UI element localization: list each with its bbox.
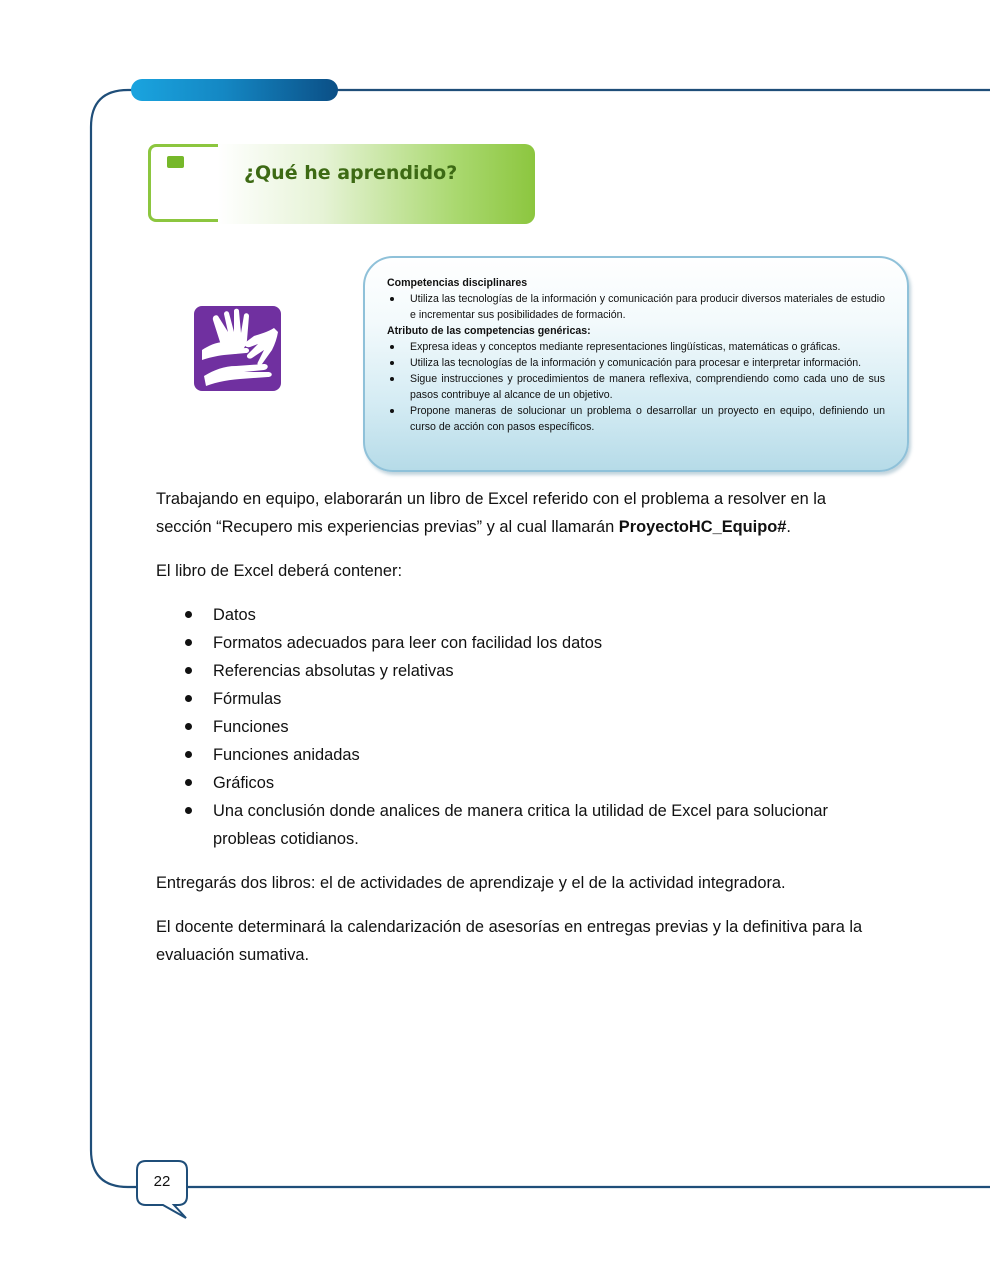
list-item: Funciones anidadas	[156, 741, 886, 769]
section-title-box	[148, 144, 535, 224]
list-item: Sigue instrucciones y procedimientos de manera reflexiva, comprendiendo como cada uno de sus pasos contribuye al alcance de un objetivo.	[387, 371, 885, 403]
project-name: ProyectoHC_Equipo#	[618, 518, 787, 536]
body-content	[156, 485, 886, 985]
list-item: Fórmulas	[156, 685, 886, 713]
list-item: Referencias absolutas y relativas	[156, 657, 886, 685]
competencias-disciplinares-heading: Competencias disciplinares	[387, 277, 528, 289]
list-intro: El libro de Excel deberá contener:	[156, 562, 403, 580]
header-tab-bar	[131, 79, 338, 101]
section-title: ¿Qué he aprendido?	[244, 162, 458, 184]
list-item: Expresa ideas y conceptos mediante representaciones lingüísticas, matemáticas o gráficas.	[387, 339, 885, 355]
competencias-box	[363, 256, 909, 472]
list-item: Propone maneras de solucionar un problema o desarrollar un proyecto en equipo, definiendo un curso de acción con pasos específicos.	[387, 403, 885, 435]
list-item: Formatos adecuados para leer con facilidad los datos	[156, 629, 886, 657]
requirements-list	[156, 601, 886, 853]
schedule-paragraph: El docente determinará la calendarización de asesorías en entregas previas y la definitiva para la evaluación sumativa.	[156, 918, 863, 964]
competencias-genericas-list	[387, 339, 885, 435]
team-hands-icon	[194, 306, 281, 391]
list-item: Funciones	[156, 713, 886, 741]
title-square-icon	[167, 156, 184, 168]
intro-end: .	[786, 518, 791, 536]
competencias-disciplinares-list	[387, 291, 885, 323]
intro-text: Trabajando en equipo, elaborarán un libro de Excel referido con el problema a resolver en la sección “Recupero mis experiencias previas” y al cual llamarán	[156, 490, 826, 536]
list-item: Utiliza las tecnologías de la información y comunicación para producir diversos materiales de estudio e incrementar sus posibilidades de formación.	[387, 291, 885, 323]
delivery-paragraph: Entregarás dos libros: el de actividades de aprendizaje y el de la actividad integradora.	[156, 874, 786, 892]
intro-paragraph	[156, 485, 886, 541]
list-item: Una conclusión donde analices de manera critica la utilidad de Excel para solucionar probleas cotidianos.	[156, 797, 886, 853]
competencias-genericas-heading: Atributo de las competencias genéricas:	[387, 325, 591, 337]
list-item: Gráficos	[156, 769, 886, 797]
page-number: 22	[153, 1173, 171, 1190]
list-item: Utiliza las tecnologías de la información y comunicación para procesar e interpretar información.	[387, 355, 885, 371]
list-item: Datos	[156, 601, 886, 629]
